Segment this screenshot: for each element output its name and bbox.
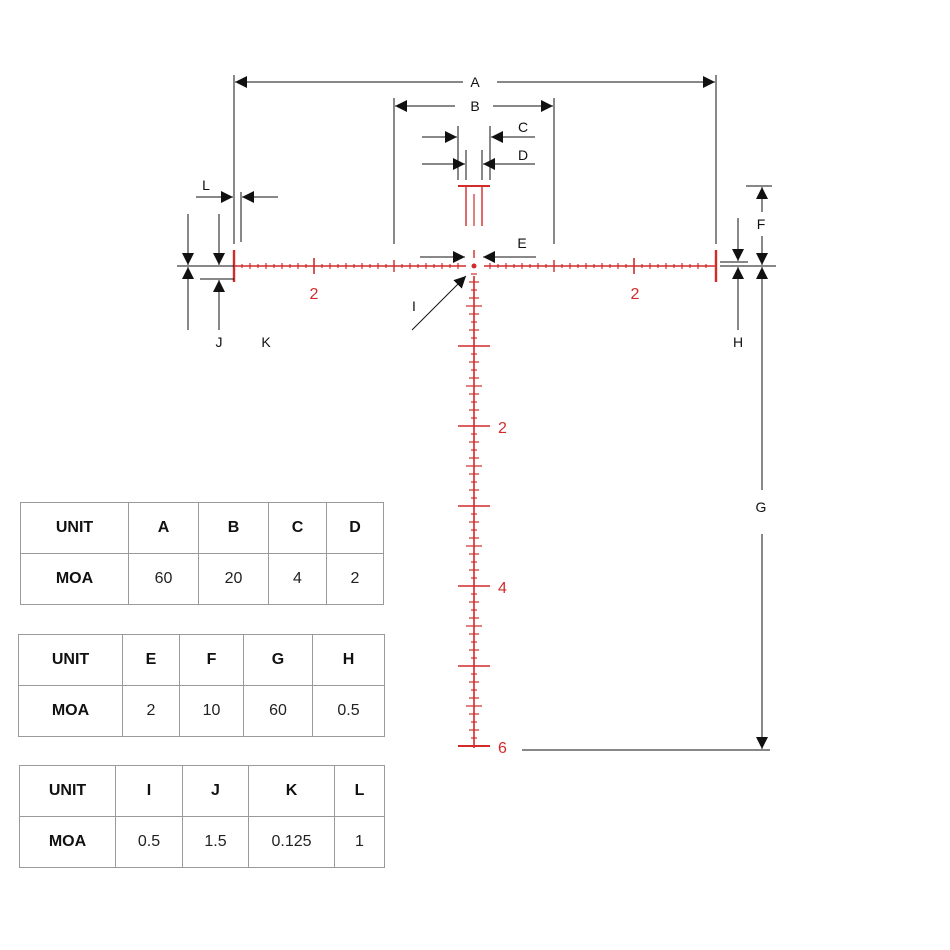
table-header-cell: E bbox=[123, 635, 180, 686]
table-cell: 2 bbox=[327, 554, 384, 605]
label-b: B bbox=[470, 98, 480, 114]
label-h: H bbox=[732, 334, 744, 350]
reticle-number-v6: 6 bbox=[498, 740, 507, 757]
table-cell: 60 bbox=[129, 554, 199, 605]
label-g: G bbox=[755, 499, 767, 515]
table-cell: MOA bbox=[21, 554, 129, 605]
table-header-row bbox=[19, 635, 385, 686]
table-header-cell: H bbox=[313, 635, 385, 686]
reticle-number-v4: 4 bbox=[498, 580, 507, 597]
table-cell: 1 bbox=[335, 817, 385, 868]
reticle-number-right: 2 bbox=[630, 286, 640, 303]
reticle-center-dot bbox=[472, 264, 477, 269]
table-header-cell: J bbox=[183, 766, 249, 817]
table-cell: MOA bbox=[20, 817, 116, 868]
table-header-cell: L bbox=[335, 766, 385, 817]
label-l: L bbox=[202, 177, 210, 193]
table-cell: 0.5 bbox=[313, 686, 385, 737]
reticle-number-left: 2 bbox=[309, 286, 319, 303]
label-k: K bbox=[261, 334, 271, 350]
table-header-cell: UNIT bbox=[19, 635, 123, 686]
table-row bbox=[19, 686, 385, 737]
table-header-cell: K bbox=[249, 766, 335, 817]
table-header-row bbox=[20, 766, 385, 817]
table-cell: 2 bbox=[123, 686, 180, 737]
label-j: J bbox=[215, 334, 223, 350]
table-cell: 0.125 bbox=[249, 817, 335, 868]
label-c: C bbox=[517, 119, 529, 135]
spec-table-2 bbox=[18, 634, 385, 737]
table-header-cell: D bbox=[327, 503, 384, 554]
table-header-row bbox=[21, 503, 384, 554]
table-header-cell: UNIT bbox=[20, 766, 116, 817]
table-cell: 0.5 bbox=[116, 817, 183, 868]
table-header-cell: C bbox=[269, 503, 327, 554]
table-cell: 4 bbox=[269, 554, 327, 605]
table-cell: MOA bbox=[19, 686, 123, 737]
table-header-cell: B bbox=[199, 503, 269, 554]
table-cell: 10 bbox=[180, 686, 244, 737]
table-header-cell: G bbox=[244, 635, 313, 686]
table-cell: 20 bbox=[199, 554, 269, 605]
spec-table-1 bbox=[20, 502, 384, 605]
table-header-cell: UNIT bbox=[21, 503, 129, 554]
dim-i-leader-arrow bbox=[412, 276, 466, 330]
table-cell: 60 bbox=[244, 686, 313, 737]
label-f: F bbox=[756, 216, 766, 232]
spec-table-3 bbox=[19, 765, 385, 868]
table-header-cell: F bbox=[180, 635, 244, 686]
table-header-cell: I bbox=[116, 766, 183, 817]
table-row bbox=[21, 554, 384, 605]
label-e: E bbox=[517, 235, 527, 251]
reticle-number-v2: 2 bbox=[498, 420, 507, 437]
label-a: A bbox=[470, 74, 480, 90]
table-cell: 1.5 bbox=[183, 817, 249, 868]
label-d: D bbox=[517, 147, 529, 163]
table-row bbox=[20, 817, 385, 868]
label-i: I bbox=[412, 298, 416, 314]
table-header-cell: A bbox=[129, 503, 199, 554]
